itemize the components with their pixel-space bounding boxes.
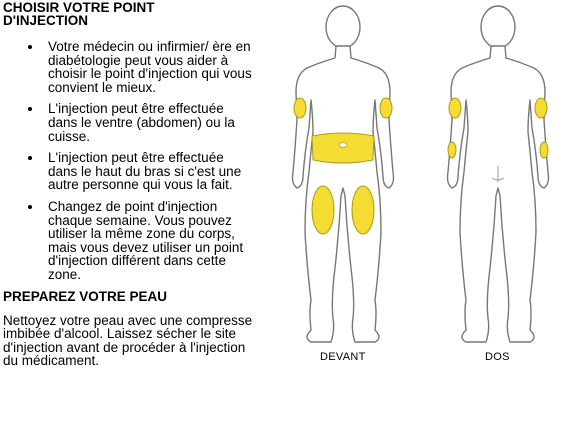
front-left-arm-zone bbox=[294, 98, 306, 118]
section1-title bbox=[3, 0, 255, 27]
section2-body: Nettoyez votre peau avec une compresse imbibée d'alcool. Laissez sécher le site d'injection avant de procéder à l'injection du médicament. bbox=[3, 312, 253, 369]
section1-title-line2: D'INJECTION bbox=[3, 13, 88, 28]
front-figure bbox=[293, 6, 394, 342]
front-label: DEVANT bbox=[320, 351, 366, 363]
back-figure bbox=[448, 6, 549, 342]
navel-marker bbox=[339, 143, 347, 148]
injection-site-list bbox=[3, 40, 255, 282]
back-left-arm-zone bbox=[449, 98, 461, 118]
section1-title-line1: CHOISIR VOTRE POINT bbox=[3, 0, 155, 15]
list-item: Votre médecin ou infirmier/ ère en diabétologie peut vous aider à choisir le point d'injection qui vous convient le mieux. bbox=[24, 40, 255, 94]
list-item: Changez de point d'injection chaque semaine. Vous pouvez utiliser la même zone du corps, mais vous devez utiliser un point d'injection différent dans cette zone. bbox=[24, 200, 255, 282]
body-diagram bbox=[268, 0, 572, 441]
front-left-thigh-zone bbox=[312, 186, 334, 234]
abdomen-zone bbox=[312, 133, 374, 163]
instructions-column bbox=[3, 0, 255, 368]
back-right-arm-zone bbox=[535, 98, 547, 118]
injection-sites-figure bbox=[268, 0, 572, 441]
list-item: L'injection peut être effectuée dans le haut du bras si c'est une autre personne qui vous la fait. bbox=[24, 151, 255, 192]
back-right-hip-zone bbox=[540, 142, 548, 158]
front-right-arm-zone bbox=[380, 98, 392, 118]
list-item: L'injection peut être effectuée dans le ventre (abdomen) ou la cuisse. bbox=[24, 102, 255, 143]
section2-title: PREPAREZ VOTRE PEAU bbox=[3, 288, 168, 304]
back-label: DOS bbox=[485, 351, 510, 363]
front-right-thigh-zone bbox=[352, 186, 374, 234]
back-left-hip-zone bbox=[448, 142, 456, 158]
